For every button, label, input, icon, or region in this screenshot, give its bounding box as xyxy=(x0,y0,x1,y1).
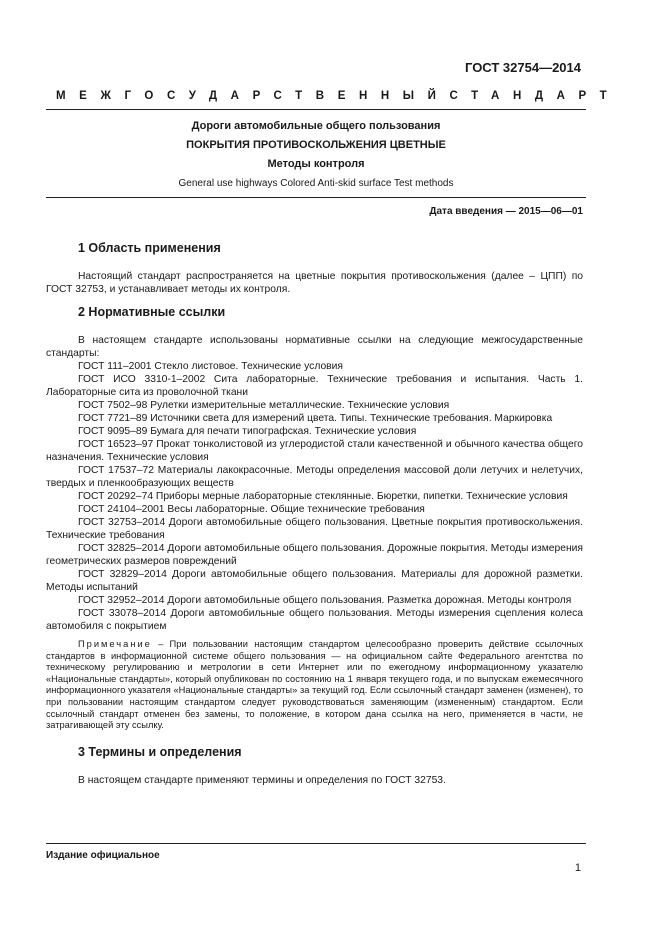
reference-item: ГОСТ 17537–72 Материалы лакокрасочные. Методы определения массовой доли летучих и нелетучих, твердых и пленкообразующих веществ xyxy=(46,465,583,489)
edition-label: Издание официальное xyxy=(46,850,160,861)
reference-item: ГОСТ 33078–2014 Дороги автомобильные общего пользования. Методы измерения сцепления колеса автомобиля с покрытием xyxy=(46,608,583,632)
reference-item: ГОСТ 111–2001 Стекло листовое. Технические условия xyxy=(78,361,343,372)
footer-rule xyxy=(46,843,586,844)
section-3-text: В настоящем стандарте применяют термины и определения по ГОСТ 32753. xyxy=(78,774,446,786)
reference-item: ГОСТ 7502–98 Рулетки измерительные металлические. Технические условия xyxy=(78,400,450,411)
banner-word-interstate: МЕЖГОСУДАРСТВЕННЫЙ xyxy=(56,90,450,102)
page-number: 1 xyxy=(574,862,581,874)
title-line-1: Дороги автомобильные общего пользования xyxy=(191,120,441,132)
banner-word-standard: СТАНДАРТ xyxy=(449,90,621,102)
introduction-date: Дата введения — 2015—06—01 xyxy=(429,206,583,217)
reference-item: ГОСТ 24104–2001 Весы лабораторные. Общие технические требования xyxy=(78,504,425,515)
reference-item: ГОСТ 9095–89 Бумага для печати типографская. Технические условия xyxy=(78,426,417,437)
references-note xyxy=(46,639,583,732)
reference-item: ГОСТ 20292–74 Приборы мерные лабораторные стеклянные. Бюретки, пипетки. Технические условия xyxy=(78,491,568,502)
reference-item: ГОСТ ИСО 3310-1–2002 Сита лабораторные. Технические требования и испытания. Часть 1. Лабораторные сита из проволочной ткани xyxy=(46,374,583,398)
reference-item: ГОСТ 7721–89 Источники света для измерений цвета. Типы. Технические требования. Маркировка xyxy=(78,413,553,424)
note-text: – При пользовании настоящим стандартом целесообразно проверить действие ссылочных стандартов в информационной системе общего пользования — на официальном сайте Федерального агентства по техническому регулированию и метрологии в сети Интернет или по ежегодному информационному указателю «Национальные стандарты», который опубликован по состоянию на 1 января текущего года, и по выпускам ежемесячного информационного указателя «Национальные стандарты» за текущий год. Если ссылочный стандарт заменен (изменен), то при пользовании настоящим стандартом следует руководствоваться заменяющим (измененным) стандартом. Если ссылочный стандарт отменен без замены, то положение, в котором дана ссылка на него, применяется в части, не затрагивающей эту ссылку. xyxy=(46,639,583,731)
note-label: Примечание xyxy=(78,639,152,649)
top-rule xyxy=(46,109,586,110)
standard-code: ГОСТ 32754—2014 xyxy=(465,60,581,75)
reference-item: ГОСТ 32825–2014 Дороги автомобильные общего пользования. Дорожные покрытия. Методы измерения геометрических размеров повреждений xyxy=(46,543,583,567)
reference-item: ГОСТ 32753–2014 Дороги автомобильные общего пользования. Цветные покрытия противоскольжения. Технические требования xyxy=(46,517,583,541)
section-2-heading: 2 Нормативные ссылки xyxy=(78,305,226,319)
section-3-heading: 3 Термины и определения xyxy=(78,744,242,759)
title-rule xyxy=(46,197,586,198)
title-english: General use highways Colored Anti-skid surface Test methods xyxy=(178,178,454,189)
reference-item: ГОСТ 32952–2014 Дороги автомобильные общего пользования. Разметка дорожная. Методы контроля xyxy=(78,595,572,606)
references-list xyxy=(46,334,583,633)
section-1-text: Настоящий стандарт распространяется на цветные покрытия противоскольжения (далее – ЦПП) по ГОСТ 32753, и устанавливает методы их контроля. xyxy=(46,271,583,295)
title-line-3: Методы контроля xyxy=(267,158,365,170)
document-body xyxy=(46,240,583,787)
section-1-heading: 1 Область применения xyxy=(78,241,221,255)
reference-item: ГОСТ 32829–2014 Дороги автомобильные общего пользования. Материалы для дорожной разметки. Методы испытаний xyxy=(46,569,583,593)
standard-banner xyxy=(56,90,621,102)
title-line-2: ПОКРЫТИЯ ПРОТИВОСКОЛЬЖЕНИЯ ЦВЕТНЫЕ xyxy=(186,139,446,151)
references-intro: В настоящем стандарте использованы нормативные ссылки на следующие межгосударственные стандарты: xyxy=(46,335,583,359)
reference-item: ГОСТ 16523–97 Прокат тонколистовой из углеродистой стали качественной и обычного качества общего назначения. Технические условия xyxy=(46,439,583,463)
